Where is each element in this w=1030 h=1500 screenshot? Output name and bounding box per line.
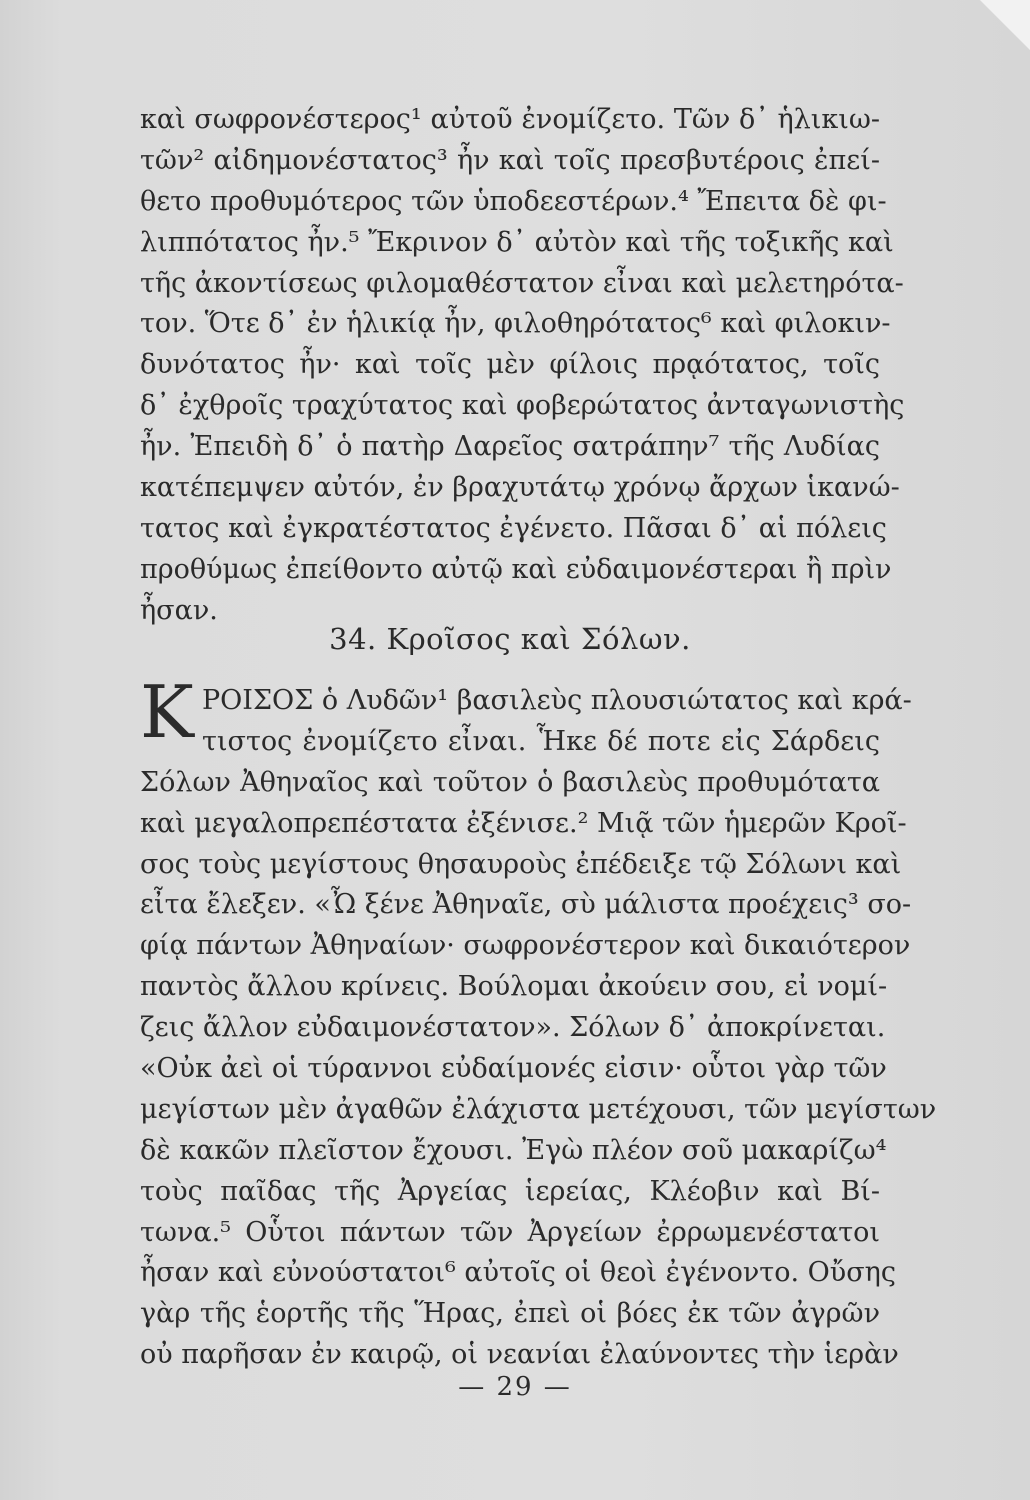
text-line: τατος καὶ ἐγκρατέστατος ἐγένετο. Πᾶσαι δ᾽ αἱ πόλεις	[140, 512, 887, 544]
text-line: δ᾽ ἐχθροῖς τραχύτατος καὶ φοβερώτατος ἀνταγωνιστὴς	[140, 390, 905, 422]
text-line: καὶ σωφρονέστερος¹ αὐτοῦ ἐνομίζετο. Τῶν δ᾽ ἡλικιω-	[140, 104, 880, 135]
text-line: προθύμως ἐπείθοντο αὐτῷ καὶ εὐδαιμονέστεραι ἢ πρὶν	[140, 553, 892, 585]
text-line: μεγίστων μὲν ἀγαθῶν ἐλάχιστα μετέχουσι, τῶν μεγίστων	[140, 1093, 937, 1125]
text-line: δυνότατος ἦν· καὶ τοῖς μὲν φίλοις πρᾳότατος, τοῖς	[140, 349, 880, 381]
text-line: δὲ κακῶν πλεῖστον ἔχουσι. Ἐγὼ πλέον σοῦ μακαρίζω⁴	[140, 1134, 887, 1166]
text-line: τον. Ὅτε δ᾽ ἐν ἡλικίᾳ ἦν, φιλοθηρότατος⁶ καὶ φιλοκιν-	[140, 308, 891, 340]
text-line: φίᾳ πάντων Ἀθηναίων· σωφρονέστερον καὶ δικαιότερον	[140, 930, 911, 962]
paragraph-bottom	[140, 681, 937, 1376]
drop-cap: K	[140, 670, 194, 754]
text-line: εἶτα ἔλεξεν. «Ὦ ξένε Ἀθηναῖε, σὺ μάλιστα προέχεις³ σο-	[140, 889, 912, 921]
text-line: κατέπεμψεν αὐτόν, ἐν βραχυτάτῳ χρόνῳ ἄρχων ἱκανώ-	[140, 472, 900, 504]
text-line: ἦσαν καὶ εὐνούστατοι⁶ αὐτοῖς οἱ θεοὶ ἐγένοντο. Οὔσης	[140, 1257, 896, 1289]
text-line: ἦσαν.	[140, 594, 218, 626]
text-line: τιστος ἐνομίζετο εἶναι. Ἧκε δέ ποτε εἰς Σάρδεις	[202, 725, 880, 757]
text-line: τῆς ἀκοντίσεως φιλομαθέστατον εἶναι καὶ μελετηρότα-	[140, 267, 904, 299]
text-line: τωνα.⁵ Οὗτοι πάντων τῶν Ἀργείων ἐρρωμενέστατοι	[140, 1216, 880, 1248]
text-line: γὰρ τῆς ἑορτῆς τῆς Ἥρας, ἐπεὶ οἱ βόες ἐκ τῶν ἀγρῶν	[140, 1298, 880, 1330]
text-line: τῶν² αἰδημονέστατος³ ἦν καὶ τοῖς πρεσβυτέροις ἐπεί-	[140, 144, 880, 176]
text-line: ἦν. Ἐπειδὴ δ᾽ ὁ πατὴρ Δαρεῖος σατράπην⁷ τῆς Λυδίας	[140, 431, 880, 463]
paragraph-top	[140, 100, 905, 632]
text-line: καὶ μεγαλοπρεπέστατα ἐξένισε.² Μιᾷ τῶν ἡμερῶν Κροῖ-	[140, 807, 907, 839]
page-corner	[970, 0, 1030, 50]
text-line: ζεις ἄλλον εὐδαιμονέστατον». Σόλων δ᾽ ἀποκρίνεται.	[140, 1012, 886, 1044]
text-line: θετο προθυμότερος τῶν ὑποδεεστέρων.⁴ Ἔπειτα δὲ φι-	[140, 185, 887, 217]
text-line: τοὺς παῖδας τῆς Ἀργείας ἱερείας, Κλέοβιν καὶ Βί-	[140, 1175, 880, 1207]
text-line: σος τοὺς μεγίστους θησαυροὺς ἐπέδειξε τῷ Σόλωνι καὶ	[140, 848, 902, 880]
section-heading: 34. Κροῖσος καὶ Σόλων.	[329, 622, 691, 656]
text-line: Σόλων Ἀθηναῖος καὶ τοῦτον ὁ βασιλεὺς προθυμότατα	[140, 766, 880, 798]
page-number: — 29 —	[458, 1372, 572, 1402]
text-line: ΡΟΙΣΟΣ ὁ Λυδῶν¹ βασιλεὺς πλουσιώτατος καὶ κρά-	[202, 685, 912, 716]
text-line: οὐ παρῆσαν ἐν καιρῷ, οἱ νεανίαι ἐλαύνοντες τὴν ἱερὰν	[140, 1339, 899, 1371]
text-line: λιππότατος ἦν.⁵ Ἔκρινον δ᾽ αὐτὸν καὶ τῆς τοξικῆς καὶ	[140, 226, 894, 258]
text-line: «Οὐκ ἀεὶ οἱ τύραννοι εὐδαίμονές εἰσιν· οὗτοι γὰρ τῶν	[140, 1053, 887, 1085]
text-line: παντὸς ἄλλου κρίνεις. Βούλομαι ἀκούειν σου, εἰ νομί-	[140, 971, 888, 1003]
